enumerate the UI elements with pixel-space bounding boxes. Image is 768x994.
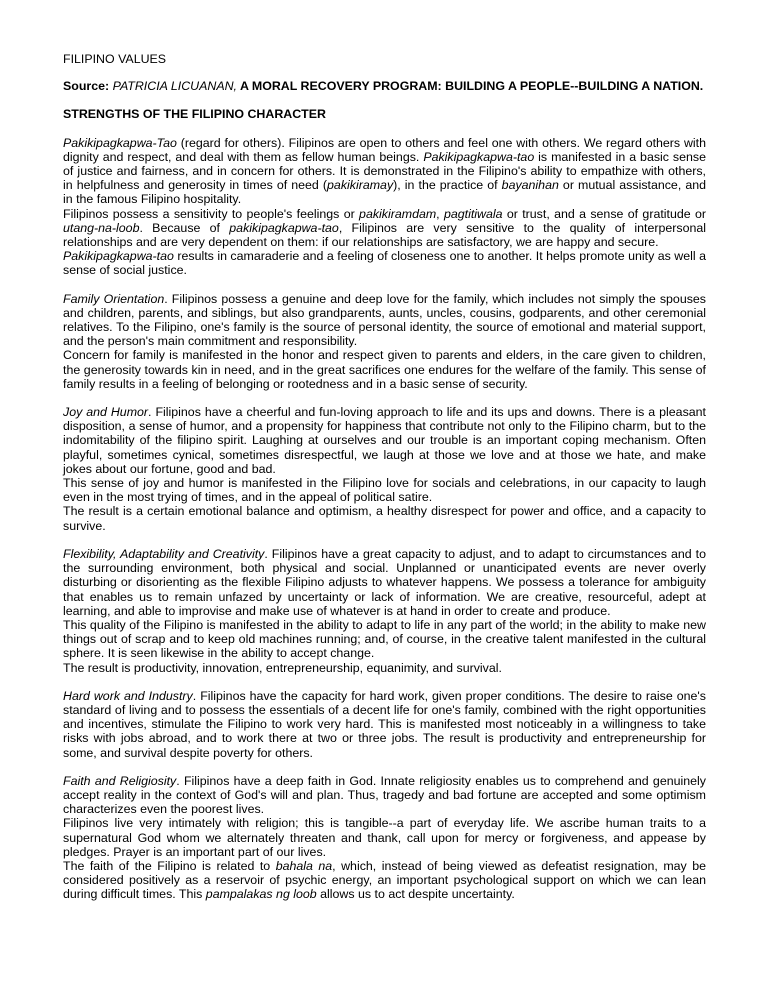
section-joy-and-humor (63, 405, 706, 533)
paragraph (63, 207, 706, 250)
source-line (63, 79, 706, 93)
paragraph (63, 292, 706, 349)
paragraph (63, 405, 706, 476)
italic-term: utang-na-loob (63, 220, 140, 235)
paragraph (63, 348, 706, 391)
text-run: allows us to act despite uncertainty. (316, 887, 515, 902)
paragraph (63, 774, 706, 817)
italic-term: Faith and Religiosity (63, 773, 177, 788)
italic-term: pakikipagkapwa-tao (229, 220, 339, 235)
section-regard-for-others (63, 136, 706, 278)
text-run: or trust, and a sense of gratitude or (502, 206, 707, 221)
text-run: (regard for others). Filipinos are open to others and feel one with others. We regard others with dignity and respect, and deal with them as fellow human beings. (63, 135, 706, 164)
text-run: . Filipinos have the capacity for hard work, given proper conditions. The desire to raise one's standard of living and to possess the essentials of a decent life for one's family, combined with the right opportunities and incentives, stimulate the Filipino to work very hard. This is manifested most noticeably in a willingness to take risks with jobs abroad, and to work there at two or three jobs. The result is productivity and entrepreneurship for some, and survival despite poverty for others. (63, 688, 706, 760)
paragraph (63, 136, 706, 207)
section-family-orientation (63, 292, 706, 391)
section-heading: STRENGTHS OF THE FILIPINO CHARACTER (63, 107, 326, 122)
italic-term: Joy and Humor (63, 405, 149, 420)
text-run: The result is productivity, innovation, entrepreneurship, equanimity, and survival. (63, 660, 502, 675)
paragraph (63, 661, 706, 675)
paragraph (63, 476, 706, 504)
section-faith-and-religiosity (63, 774, 706, 902)
document-title: FILIPINO VALUES (63, 52, 167, 66)
source-label: Source: (63, 79, 110, 94)
italic-term: pagtitiwala (443, 206, 503, 221)
italic-term: Flexibility, Adaptability and Creativity (63, 546, 265, 561)
source-author: PATRICIA LICUANAN, (112, 79, 237, 94)
section-flexibility (63, 547, 706, 675)
paragraph (63, 816, 706, 859)
paragraph (63, 859, 706, 902)
italic-term: Pakikipagkapwa-tao (63, 249, 174, 264)
paragraph (63, 504, 706, 532)
text-run: ), in the practice of (393, 178, 502, 193)
italic-term: Family Orientation (63, 291, 165, 306)
text-run: results in camaraderie and a feeling of closeness one to another. It helps promote unity as well a sense of social justice. (63, 249, 706, 278)
text-run: , (436, 206, 444, 221)
italic-term: pakikiramay (327, 178, 394, 193)
paragraph (63, 618, 706, 661)
italic-term: pakikiramdam (359, 206, 437, 221)
text-run: Concern for family is manifested in the honor and respect given to parents and elders, in the care given to children, the generosity towards kin in need, and in the great sacrifices one endures for the welfare of the family. This sense of family results in a feeling of belonging or rootedness and in a basic sense of security. (63, 348, 706, 391)
document-page (63, 52, 706, 916)
text-run: , Filipinos are very sensitive to the quality of interpersonal relationships and are very dependent on them: if our relationships are satisfactory, we are happy and secure. (63, 220, 706, 250)
text-run: . Filipinos have a great capacity to adjust, and to adapt to circumstances and to the surrounding environment, both physical and social. Unplanned or unanticipated events are never overly disturbing or disorienting as the flexible Filipino adjusts to whatever happens. We possess a tolerance for ambiguity that enables us to remain unfazed by uncertainty or lack of information. We are creative, resourceful, adept at learning, and able to improvise and make use of whatever is at hand in order to create and produce. (63, 546, 706, 618)
paragraph (63, 547, 706, 618)
text-run: Filipinos possess a sensitivity to people's feelings or (63, 206, 360, 221)
source-title: A MORAL RECOVERY PROGRAM: BUILDING A PEOPLE--BUILDING A NATION. (239, 79, 704, 94)
paragraph (63, 249, 706, 277)
text-run: This sense of joy and humor is manifested in the Filipino love for socials and celebrations, in our capacity to laugh even in the most trying of times, and in the appeal of political satire. (63, 476, 706, 505)
italic-term: Hard work and Industry (63, 688, 193, 703)
paragraph (63, 689, 706, 760)
text-run: or mutual assistance, and in the famous Filipino hospitality. (63, 178, 707, 207)
italic-term: bahala na (275, 858, 333, 873)
text-run: . Because of (139, 220, 230, 235)
italic-term: bayanihan (501, 178, 559, 193)
text-run: , which, instead of being viewed as defeatist resignation, may be considered positively as a reservoir of psychic energy, an important psychological support on which we can lean during difficult times. This (63, 858, 706, 902)
text-run: Filipinos live very intimately with religion; this is tangible--a part of everyday life. We ascribe human traits to a supernatural God whom we alternately threaten and thank, call upon for mercy or forgiveness, and appease by pledges. Prayer is an important part of our lives. (63, 816, 706, 859)
text-run: . Filipinos have a cheerful and fun-loving approach to life and its ups and downs. There is a pleasant disposition, a sense of humor, and a propensity for happiness that contribute not only to the Filipino charm, but to the indomitability of the filipino spirit. Laughing at ourselves and our trouble is an important coping mechanism. Often playful, sometimes cynical, sometimes disrespectful, we laugh at those we love and at those we hate, and make jokes about our fortune, good and bad. (63, 405, 706, 476)
text-run: The result is a certain emotional balance and optimism, a healthy disrespect for power and office, and a capacity to survive. (63, 504, 706, 533)
italic-term: Pakikipagkapwa-Tao (63, 135, 177, 150)
italic-term: Pakikipagkapwa-tao (423, 149, 535, 164)
text-run: This quality of the Filipino is manifested in the ability to adapt to life in any part of the world; in the ability to make new things out of scrap and to keep old machines running; and, of course, in the creative talent manifested in the cultural sphere. It is seen likewise in the ability to accept change. (63, 617, 706, 661)
text-run: . Filipinos possess a genuine and deep love for the family, which includes not simply the spouses and children, parents, and siblings, but also grandparents, aunts, uncles, cousins, godparents, and other ceremonial relatives. To the Filipino, one's family is the source of personal identity, the source of emotional and material support, and the person's main commitment and responsibility. (63, 291, 706, 349)
text-run: is manifested in a basic sense of justice and fairness, and in concern for others. It is demonstrated in the Filipino's ability to empathize with others, in helpfulness and generosity in times of need ( (63, 149, 707, 193)
section-hard-work (63, 689, 706, 760)
text-run: The faith of the Filipino is related to (63, 858, 276, 873)
italic-term: pampalakas ng loob (205, 887, 317, 902)
text-run: . Filipinos have a deep faith in God. Innate religiosity enables us to comprehend and genuinely accept reality in the context of God's will and plan. Thus, tragedy and bad fortune are accepted and some optimism characterizes even the poorest lives. (63, 773, 706, 817)
